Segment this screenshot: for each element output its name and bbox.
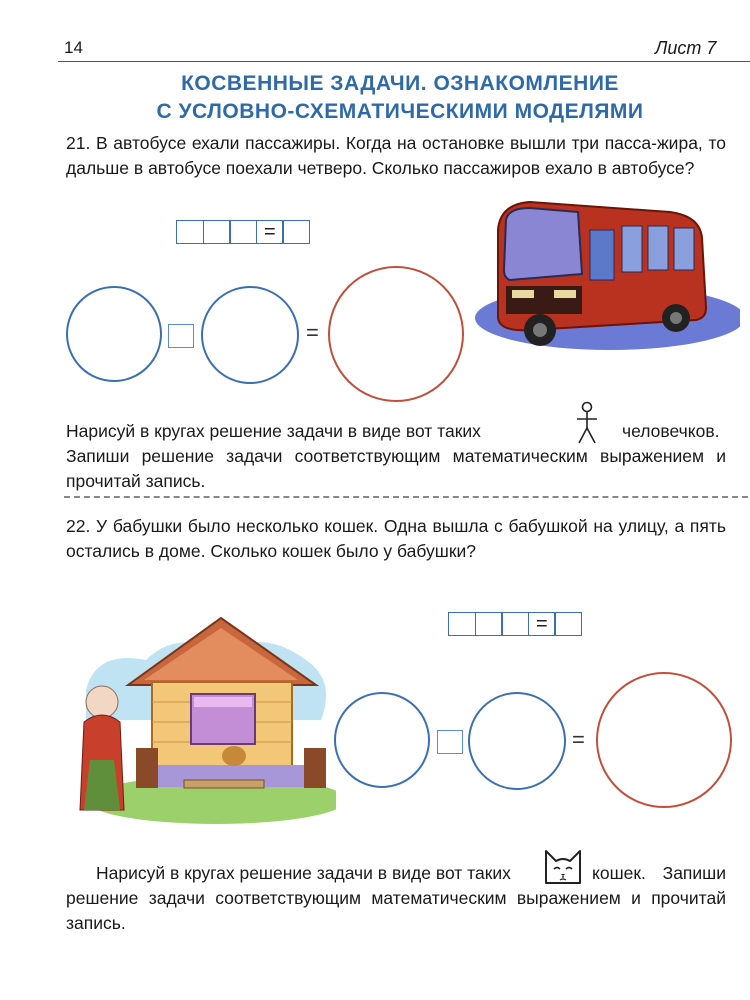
task22-answer-boxes[interactable] (448, 612, 582, 636)
task21-circle-1[interactable] (66, 286, 162, 382)
bus-illustration (470, 190, 740, 360)
answer-cell[interactable] (203, 220, 231, 244)
header-divider (58, 61, 750, 62)
answer-cell[interactable] (176, 220, 204, 244)
answer-cell-equals: = (256, 220, 284, 244)
page-number: 14 (64, 38, 83, 57)
task22-circle-2[interactable] (468, 692, 566, 790)
section-divider (64, 496, 748, 498)
task22-operator-box[interactable] (437, 730, 463, 754)
task22-circle-1[interactable] (334, 692, 430, 788)
answer-cell[interactable] (229, 220, 257, 244)
task22-result-circle[interactable] (596, 672, 732, 808)
answer-cell[interactable] (501, 612, 529, 636)
answer-cell-equals: = (528, 612, 556, 636)
house-grandmother-illustration (66, 610, 336, 825)
task22-instruction-rest: кошек. Запиши решение задачи соответствующим математическим выражением и прочитай запись. (66, 863, 726, 933)
task21-circle-2[interactable] (201, 286, 299, 384)
answer-cell[interactable] (554, 612, 582, 636)
title-line-2: С УСЛОВНО-СХЕМАТИЧЕСКИМИ МОДЕЛЯМИ (156, 100, 644, 123)
task21-text: 21. В автобусе ехали пассажиры. Когда на остановке вышли три пасса-жира, то дальше в автобусе поехали четверо. Сколько пассажиров ехало в автобусе? (66, 133, 726, 178)
task21-result-circle[interactable] (328, 266, 464, 402)
task21-instruction-start: Нарисуй в кругах решение задачи в виде вот таких (66, 421, 481, 441)
task21-answer-boxes[interactable] (176, 220, 310, 244)
task22-instruction-start: Нарисуй в кругах решение задачи в виде вот таких (96, 863, 511, 883)
sheet-label: Лист 7 (655, 38, 717, 58)
page-title (120, 70, 680, 126)
task22-equals-sign: = (572, 727, 585, 752)
title-line-1: КОСВЕННЫЕ ЗАДАЧИ. ОЗНАКОМЛЕНИЕ (181, 72, 619, 95)
task21-operator-box[interactable] (168, 324, 194, 348)
task21-instruction-rest: человечков. Запиши решение задачи соответствующим математическим выражением и прочитай запись. (66, 421, 726, 491)
task22-text: 22. У бабушки было несколько кошек. Одна вышла с бабушкой на улицу, а пять остались в доме. Сколько кошек было у бабушки? (66, 516, 726, 561)
task21-equals-sign: = (306, 320, 319, 345)
answer-cell[interactable] (475, 612, 503, 636)
answer-cell[interactable] (448, 612, 476, 636)
answer-cell[interactable] (282, 220, 310, 244)
